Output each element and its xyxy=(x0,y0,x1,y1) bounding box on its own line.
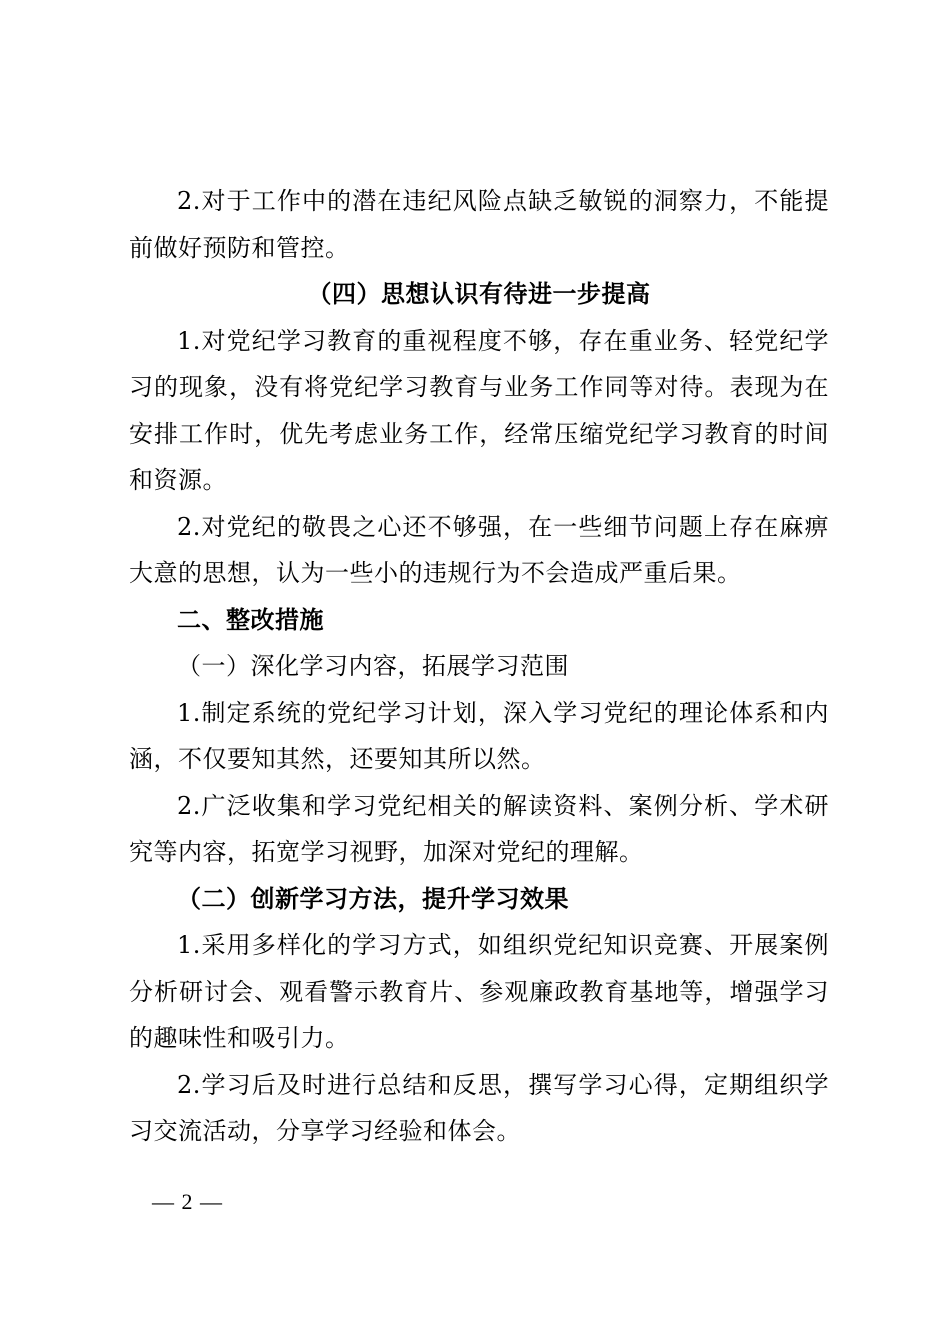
paragraph: 1.制定系统的党纪学习计划，深入学习党纪的理论体系和内涵，不仅要知其然，还要知其所以然。 xyxy=(129,698,829,773)
document-body xyxy=(129,178,829,1155)
subsection-heading: （四）思想认识有待进一步提高 xyxy=(307,279,651,308)
paragraph: 1.对党纪学习教育的重视程度不够，存在重业务、轻党纪学习的现象，没有将党纪学习教育与业务工作同等对待。表现为在安排工作时，优先考虑业务工作，经常压缩党纪学习教育的时间和资源。 xyxy=(129,326,829,494)
paragraph: 2.广泛收集和学习党纪相关的解读资料、案例分析、学术研究等内容，拓宽学习视野，加深对党纪的理解。 xyxy=(129,791,829,866)
subsection-heading: （二）创新学习方法，提升学习效果 xyxy=(177,883,569,913)
section-heading: 二、整改措施 xyxy=(177,604,324,634)
paragraph: 2.对党纪的敬畏之心还不够强，在一些细节问题上存在麻痹大意的思想，认为一些小的违规行为不会造成严重后果。 xyxy=(129,512,829,587)
subsection-heading: （一）深化学习内容，拓展学习范围 xyxy=(177,652,569,680)
page-number: — 2 — xyxy=(152,1189,223,1214)
paragraph: 2.学习后及时进行总结和反思，撰写学习心得，定期组织学习交流活动，分享学习经验和体会。 xyxy=(129,1070,829,1145)
paragraph: 1.采用多样化的学习方式，如组织党纪知识竞赛、开展案例分析研讨会、观看警示教育片、参观廉政教育基地等，增强学习的趣味性和吸引力。 xyxy=(129,931,829,1052)
paragraph: 2.对于工作中的潜在违纪风险点缺乏敏锐的洞察力，不能提前做好预防和管控。 xyxy=(129,187,829,262)
